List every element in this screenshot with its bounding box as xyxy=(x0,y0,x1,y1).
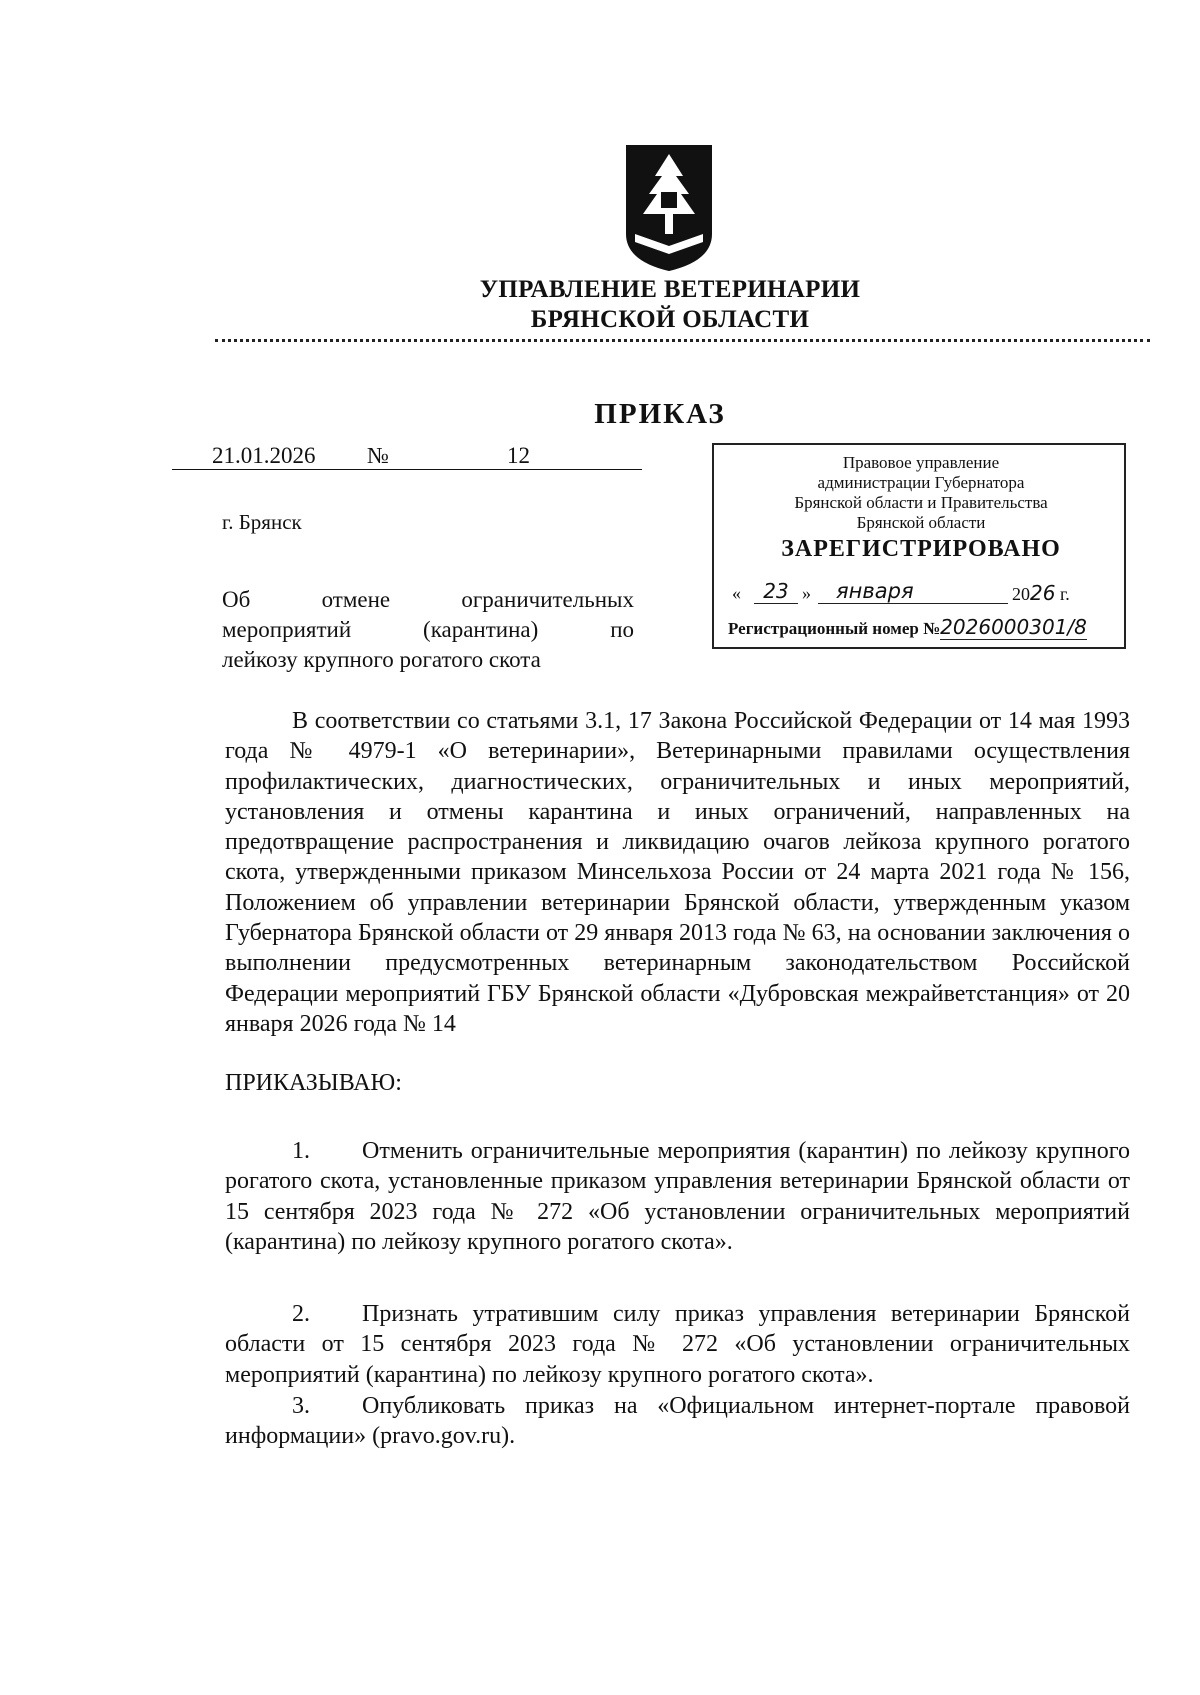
document-date: 21.01.2026 xyxy=(212,443,316,468)
org-name-line1: УПРАВЛЕНИЕ ВЕТЕРИНАРИИ xyxy=(479,276,861,303)
order-item xyxy=(225,1299,1130,1390)
item-text: Признать утратившим силу приказ управления ветеринарии Брянской области от 15 сентября 2023 года № 272 «Об установлении ограничительных мероприятий (карантина) по лейкозу крупного рогатого скота». xyxy=(225,1301,1130,1388)
org-name-line2: БРЯНСКОЙ ОБЛАСТИ xyxy=(530,306,810,333)
stamp-year-unit: г. xyxy=(1059,584,1070,604)
document-number: 12 xyxy=(507,443,530,468)
item-number: 2. xyxy=(292,1301,310,1327)
item-text: Опубликовать приказ на «Официальном интернет-портале правовой информации» (pravo.gov.ru). xyxy=(225,1393,1130,1450)
registration-stamp xyxy=(712,443,1126,649)
stamp-registered: ЗАРЕГИСТРИРОВАНО xyxy=(781,536,1061,562)
order-item xyxy=(225,1136,1130,1257)
stamp-year-prefix: 20 xyxy=(1012,584,1030,604)
preamble-paragraph: В соответствии со статьями 3.1, 17 Закона Российской Федерации от 14 мая 1993 года № 4979-1 «О ветеринарии», Ветеринарными правилами осуществления профилактических, диагностических, ограничительных и иных мероприятий, установления и отмены карантина и иных ограничений, направленных на предотвращение распространения и ликвидацию очагов лейкоза крупного рогатого скота, утвержденными приказом Минсельхоза России от 24 марта 2021 года № 156, Положением об управлении ветеринарии Брянской области, утвержденным указом Губернатора Брянской области от 29 января 2013 года № 63, на основании заключения о выполнении предусмотренных ветеринарным законодательством Российской Федерации мероприятий ГБУ Брянской области «Дубровская межрайветстанция» от 20 января 2026 года № 14 xyxy=(225,708,1130,1037)
stamp-year-suffix: 26 xyxy=(1030,581,1056,605)
order-word: ПРИКАЗЫВАЮ: xyxy=(225,1070,402,1096)
subject-line: мероприятий (карантина) по xyxy=(222,617,634,642)
stamp-date xyxy=(732,579,1116,607)
subject-line: Об отмене ограничительных xyxy=(222,587,634,612)
stamp-line: Правовое управление xyxy=(842,453,1000,472)
item-number: 1. xyxy=(292,1138,310,1164)
item-text: Отменить ограничительные мероприятия (карантин) по лейкозу крупного рогатого скота, установленные приказом управления ветеринарии Брянской области от 15 сентября 2023 года № 272 «Об установлении ограничительных мероприятий (карантина) по лейкозу крупного рогатого скота». xyxy=(225,1138,1130,1255)
stamp-year xyxy=(1012,581,1070,605)
header-divider xyxy=(215,339,1150,342)
number-sign: № xyxy=(367,443,389,468)
item-number: 3. xyxy=(292,1393,310,1419)
order-item xyxy=(225,1391,1130,1452)
stamp-line: Брянской области xyxy=(856,513,986,532)
city: г. Брянск xyxy=(222,510,302,534)
stamp-quote-close: » xyxy=(802,583,811,603)
stamp-month: января xyxy=(818,579,1008,604)
stamp-registration xyxy=(728,615,1118,639)
stamp-line: администрации Губернатора xyxy=(817,473,1025,492)
stamp-reg-label: Регистрационный номер № xyxy=(728,619,941,638)
date-number-line xyxy=(172,443,642,473)
subject-line: лейкозу крупного рогатого скота xyxy=(222,647,541,672)
stamp-reg-number: 2026000301/8 xyxy=(940,615,1087,639)
date-underline xyxy=(172,469,642,470)
document-title: ПРИКАЗ xyxy=(594,398,726,430)
coat-of-arms-icon xyxy=(623,142,715,272)
document-subject xyxy=(222,585,634,675)
stamp-line: Брянской области и Правительства xyxy=(794,493,1048,512)
stamp-day: 23 xyxy=(754,579,798,604)
stamp-quote-open: « xyxy=(732,583,741,603)
